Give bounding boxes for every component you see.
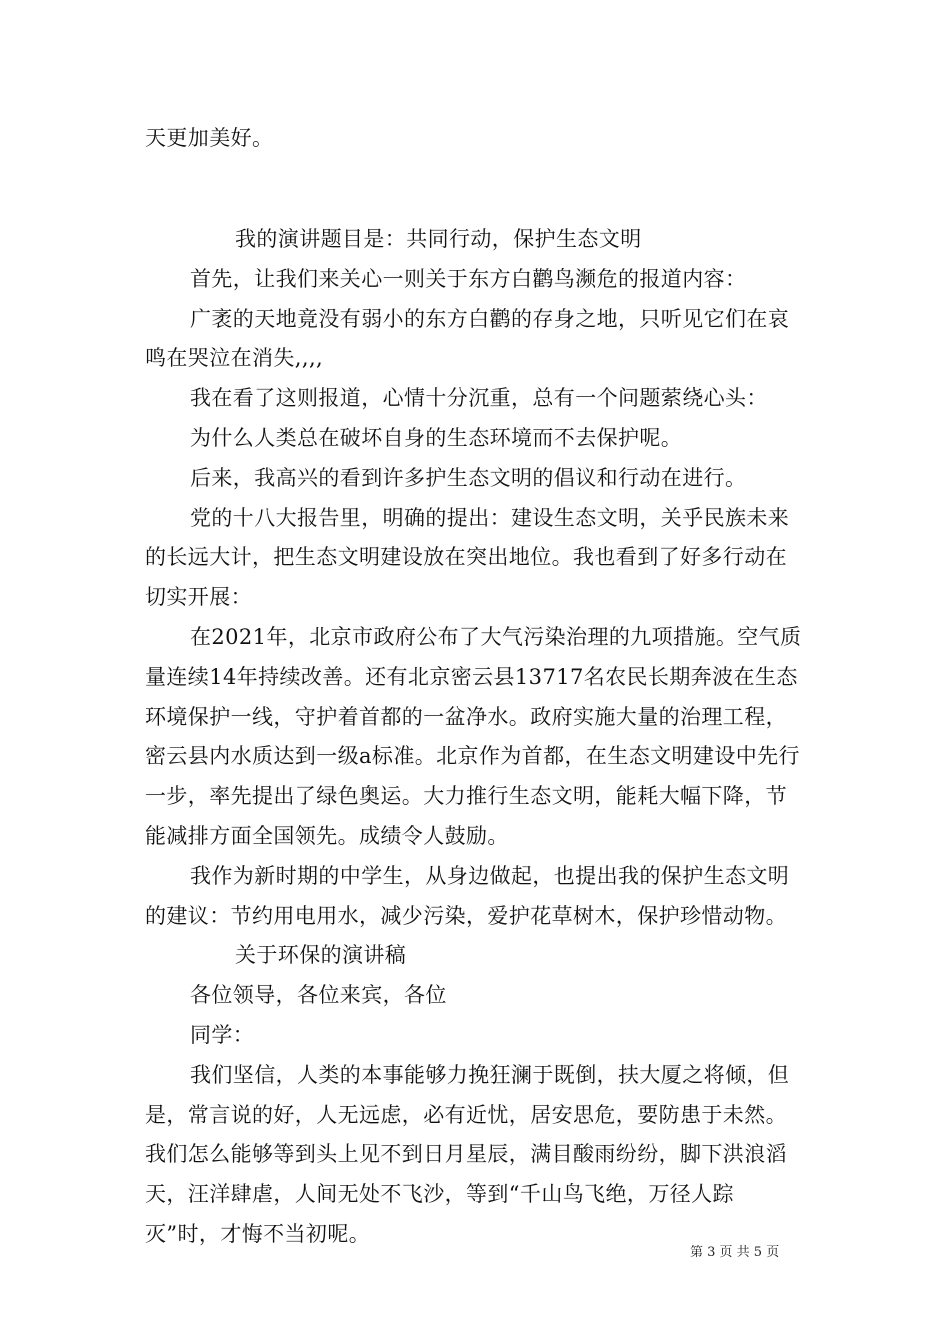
paragraph: 首先，让我们来关心一则关于东方白鹳鸟濒危的报道内容：	[190, 266, 747, 291]
paragraph: 为什么人类总在破坏自身的生态环境而不去保护呢。	[190, 425, 683, 450]
paragraph: 党的十八大报告里，明确的提出：建设生态文明，关乎民族未来的长远大计，把生态文明建设放在突出地位。我也看到了好多行动在切实开展：	[145, 505, 790, 610]
page-number: 第 3 页 共 5 页	[690, 1245, 780, 1260]
paragraph: 后来，我高兴的看到许多护生态文明的倡议和行动在进行。	[190, 465, 747, 490]
paragraph: 在2021年，北京市政府公布了大气污染治理的九项措施。空气质量连续14年持续改善。还有北京密云县13717名农民长期奔波在生态环境保护一线，守护着首都的一盆净水。政府实施大量的治理工程，密云县内水质达到一级a标准。北京作为首都，在生态文明建设中先行一步，率先提出了绿色奥运。大力推行生态文明，能耗大幅下降，节能减排方面全国领先。成绩令人鼓励。	[145, 624, 802, 848]
paragraph: 我在看了这则报道，心情十分沉重，总有一个问题萦绕心头：	[190, 386, 768, 411]
speech-2-title: 关于环保的演讲稿	[235, 943, 407, 968]
paragraph: 我作为新时期的中学生，从身边做起，也提出我的保护生态文明的建议：节约用电用水，减少污染，爱护花草树木，保护珍惜动物。	[145, 863, 790, 928]
greeting-line: 同学：	[190, 1022, 255, 1047]
paragraph: 广袤的天地竟没有弱小的东方白鹳的存身之地，只听见它们在哀鸣在哭泣在消失,,,,	[145, 306, 790, 371]
paragraph: 我们坚信，人类的本事能够力挽狂澜于既倒，扶大厦之将倾，但是，常言说的好，人无远虑，必有近忧，居安思危，要防患于未然。我们怎么能够等到头上见不到日月星辰，满目酸雨纷纷，脚下洪浪滔天，汪洋肆虐，人间无处不飞沙，等到“千山鸟飞绝，万径人踪灭”时，才悔不当初呢。	[145, 1062, 790, 1246]
greeting-line: 各位领导，各位来宾，各位	[190, 983, 447, 1008]
previous-page-fragment: 天更加美好。	[145, 126, 274, 150]
speech-1	[145, 220, 807, 1255]
speech-1-title: 我的演讲题目是：共同行动，保护生态文明	[235, 227, 642, 251]
